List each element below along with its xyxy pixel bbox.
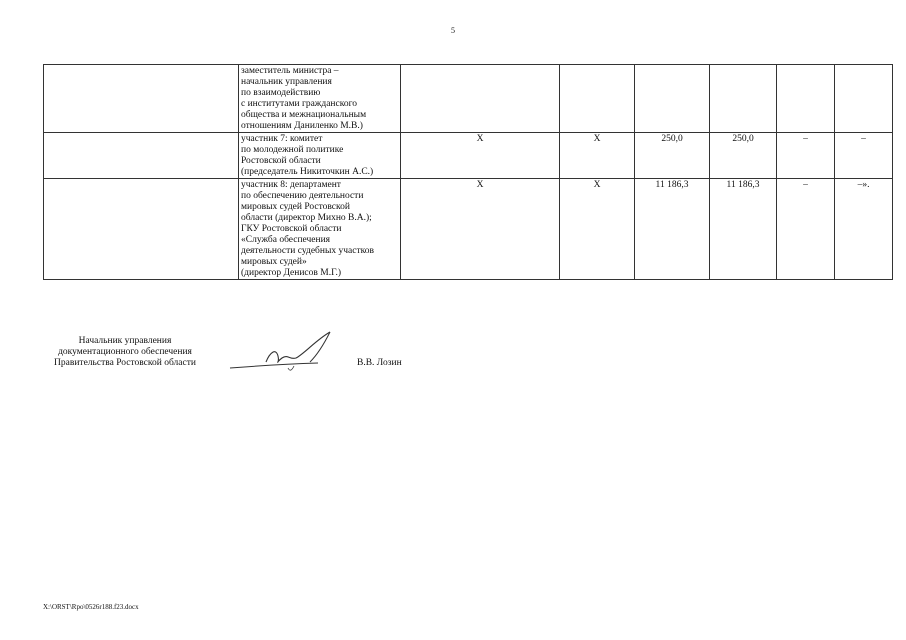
participant-description-line: деятельности судебных участков: [241, 246, 374, 256]
table-value-cell: Х: [560, 179, 635, 280]
participant-description-line: общества и межнациональным: [241, 110, 367, 120]
table-row: [44, 179, 893, 280]
table-value-cell: –: [777, 179, 835, 280]
table-value-cell: 250,0: [635, 133, 710, 179]
participant-description-line: участник 7: комитет: [241, 134, 323, 144]
handwritten-signature: [226, 330, 346, 378]
table-value-cell: [401, 65, 560, 133]
table-value-cell: –».: [835, 179, 893, 280]
table-cell-empty: [44, 179, 239, 280]
table-cell-empty: [44, 133, 239, 179]
table-value-cell: 11 186,3: [710, 179, 777, 280]
table-cell-empty: [44, 65, 239, 133]
signatory-title: [30, 336, 220, 369]
footer-file-path: X:\ORST\Rpo\0526r188.f23.docx: [43, 603, 139, 611]
table-value-cell: Х: [560, 133, 635, 179]
table-value-cell: 250,0: [710, 133, 777, 179]
table-value-cell: –: [835, 133, 893, 179]
table-row: [44, 133, 893, 179]
table-value-cell: –: [777, 133, 835, 179]
participant-description-cell: [239, 133, 401, 179]
participant-description-line: «Служба обеспечения: [241, 235, 331, 245]
participant-description-line: Ростовской области: [241, 156, 321, 166]
participant-description-cell: [239, 65, 401, 133]
participant-description-line: ГКУ Ростовской области: [241, 224, 342, 234]
signature-block: [0, 336, 906, 386]
signatory-title-line: Начальник управления: [78, 336, 172, 346]
signatory-title-line: Правительства Ростовской области: [54, 358, 196, 368]
table-value-cell: Х: [401, 133, 560, 179]
table-value-cell: [710, 65, 777, 133]
page-number: 5: [451, 26, 455, 35]
signatory-title-line: документационного обеспечения: [58, 347, 192, 357]
participant-description-line: заместитель министра –: [241, 66, 339, 76]
participant-description-line: по молодежной политике: [241, 145, 344, 155]
participant-description-cell: [239, 179, 401, 280]
table-value-cell: [560, 65, 635, 133]
participant-description-line: (директор Денисов М.Г.): [241, 268, 342, 278]
signatory-name: В.В. Лозин: [357, 358, 402, 368]
participant-description-line: (председатель Никиточкин А.С.): [241, 167, 374, 177]
participant-description-line: начальник управления: [241, 77, 332, 87]
table-value-cell: Х: [401, 179, 560, 280]
table-value-cell: [777, 65, 835, 133]
table-value-cell: 11 186,3: [635, 179, 710, 280]
table-value-cell: [635, 65, 710, 133]
program-table: [43, 64, 893, 280]
participant-description-line: мировых судей Ростовской: [241, 202, 350, 212]
participant-description-line: с институтами гражданского: [241, 99, 358, 109]
table-row: [44, 65, 893, 133]
participant-description-line: области (директор Михно В.А.);: [241, 213, 372, 223]
table-value-cell: [835, 65, 893, 133]
participant-description-line: по обеспечению деятельности: [241, 191, 364, 201]
participant-description-line: по взаимодействию: [241, 88, 321, 98]
participant-description-line: участник 8: департамент: [241, 180, 341, 190]
participant-description-line: мировых судей»: [241, 257, 307, 267]
participant-description-line: отношениям Даниленко М.В.): [241, 121, 363, 131]
table-body: [44, 65, 893, 280]
